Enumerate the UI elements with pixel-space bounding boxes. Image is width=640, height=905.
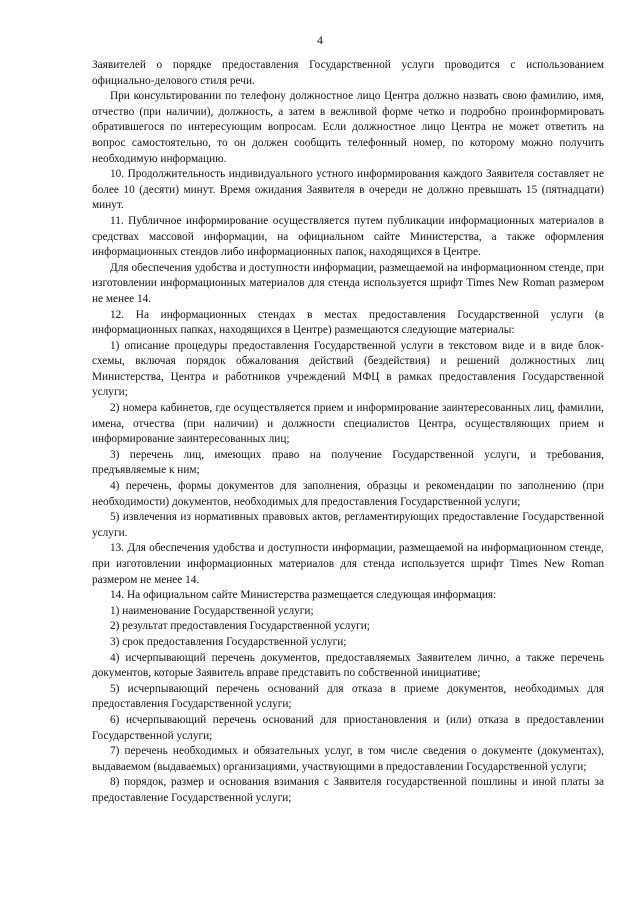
paragraph: Заявителей о порядке предоставления Государственной услуги проводится с использованием официально-делового стиля речи.: [92, 59, 604, 87]
paragraph: 14. На официальном сайте Министерства размещается следующая информация:: [110, 589, 497, 602]
list-item: 4) перечень, формы документов для заполнения, образцы и рекомендации по заполнению (при необходимости) документов, необходимых для предоставления Государственной услуги;: [92, 480, 604, 508]
list-item: 5) исчерпывающий перечень оснований для отказа в приеме документов, необходимых для предоставления Государственной услуги;: [92, 682, 604, 711]
list-item: 1) описание процедуры предоставления Государственной услуги в текстовом виде и в виде блок-схемы, включая порядок обжалования действий (бездействия) и решений должностных лиц Министерства, Центра и работников учреждений МФЦ в рамках предоставления Государственной услуги;: [92, 339, 604, 399]
list-item: 6) исчерпывающий перечень оснований для приостановления и (или) отказа в предоставлении Государственной услуги;: [92, 713, 604, 742]
list-item: 8) порядок, размер и основания взимания с Заявителя государственной пошлины и иной платы за предоставление Государственной услуги;: [92, 776, 604, 804]
list-item: 5) извлечения из нормативных правовых актов, регламентирующих предоставление Государственной услуги.: [92, 511, 604, 539]
page-number: 4: [317, 33, 323, 47]
paragraph: 11. Публичное информирование осуществляется путем публикации информационных материалов в средствах массовой информации, на официальном сайте Министерства, а также оформления информационных стендов либо информационных папок, находящихся в Центре.: [92, 214, 604, 259]
list-item: 4) исчерпывающий перечень документов, предоставляемых Заявителем лично, а также перечень документов, которые Заявитель вправе представить по собственной инициативе;: [92, 651, 604, 680]
paragraph: 10. Продолжительность индивидуального устного информирования каждого Заявителя составляет не более 10 (десяти) минут. Время ожидания Заявителя в очереди не должно превышать 15 (пятнадцати) минут.: [92, 168, 604, 212]
paragraph: 13. Для обеспечения удобства и доступности информации, размещаемой на информационном стенде, при изготовлении информационных материалов для стенда используется шрифт Times New Roman размером не менее 14.: [92, 542, 604, 586]
list-item: 3) срок предоставления Государственной услуги;: [110, 635, 347, 648]
list-item: 2) результат предоставления Государственной услуги;: [110, 620, 370, 633]
list-item: 1) наименование Государственной услуги;: [110, 604, 314, 617]
paragraph: 12. На информационных стендах в местах предоставления Государственной услуги (в информационных папках, находящихся в Центре) размещаются следующие материалы:: [92, 308, 604, 337]
paragraph: Для обеспечения удобства и доступности информации, размещаемой на информационном стенде, при изготовлении информационных материалов для стенда используется шрифт Times New Roman размером не менее 14.: [92, 261, 604, 305]
list-item: 3) перечень лиц, имеющих право на получение Государственной услуги, и требования, предъявляемые к ним;: [92, 448, 604, 477]
document-body: [92, 58, 604, 807]
paragraph: При консультировании по телефону должностное лицо Центра должно назвать свою фамилию, имя, отчество (при наличии), должность, а затем в вежливой форме четко и подробно проинформировать обратившегося по интересующим вопросам. Если должностное лицо Центра не может ответить на вопрос самостоятельно, то он должен сообщить телефонный номер, по которому можно получить необходимую информацию.: [92, 90, 604, 165]
list-item: 7) перечень необходимых и обязательных услуг, в том числе сведения о документе (документах), выдаваемом (выдаваемых) организациями, участвующими в предоставлении Государственной услуги;: [92, 745, 604, 773]
list-item: 2) номера кабинетов, где осуществляется прием и информирование заинтересованных лиц, фамилии, имена, отчества (при наличии) и должности специалистов Центра, осуществляющих прием и информирование заинтересованных лиц;: [92, 402, 604, 446]
